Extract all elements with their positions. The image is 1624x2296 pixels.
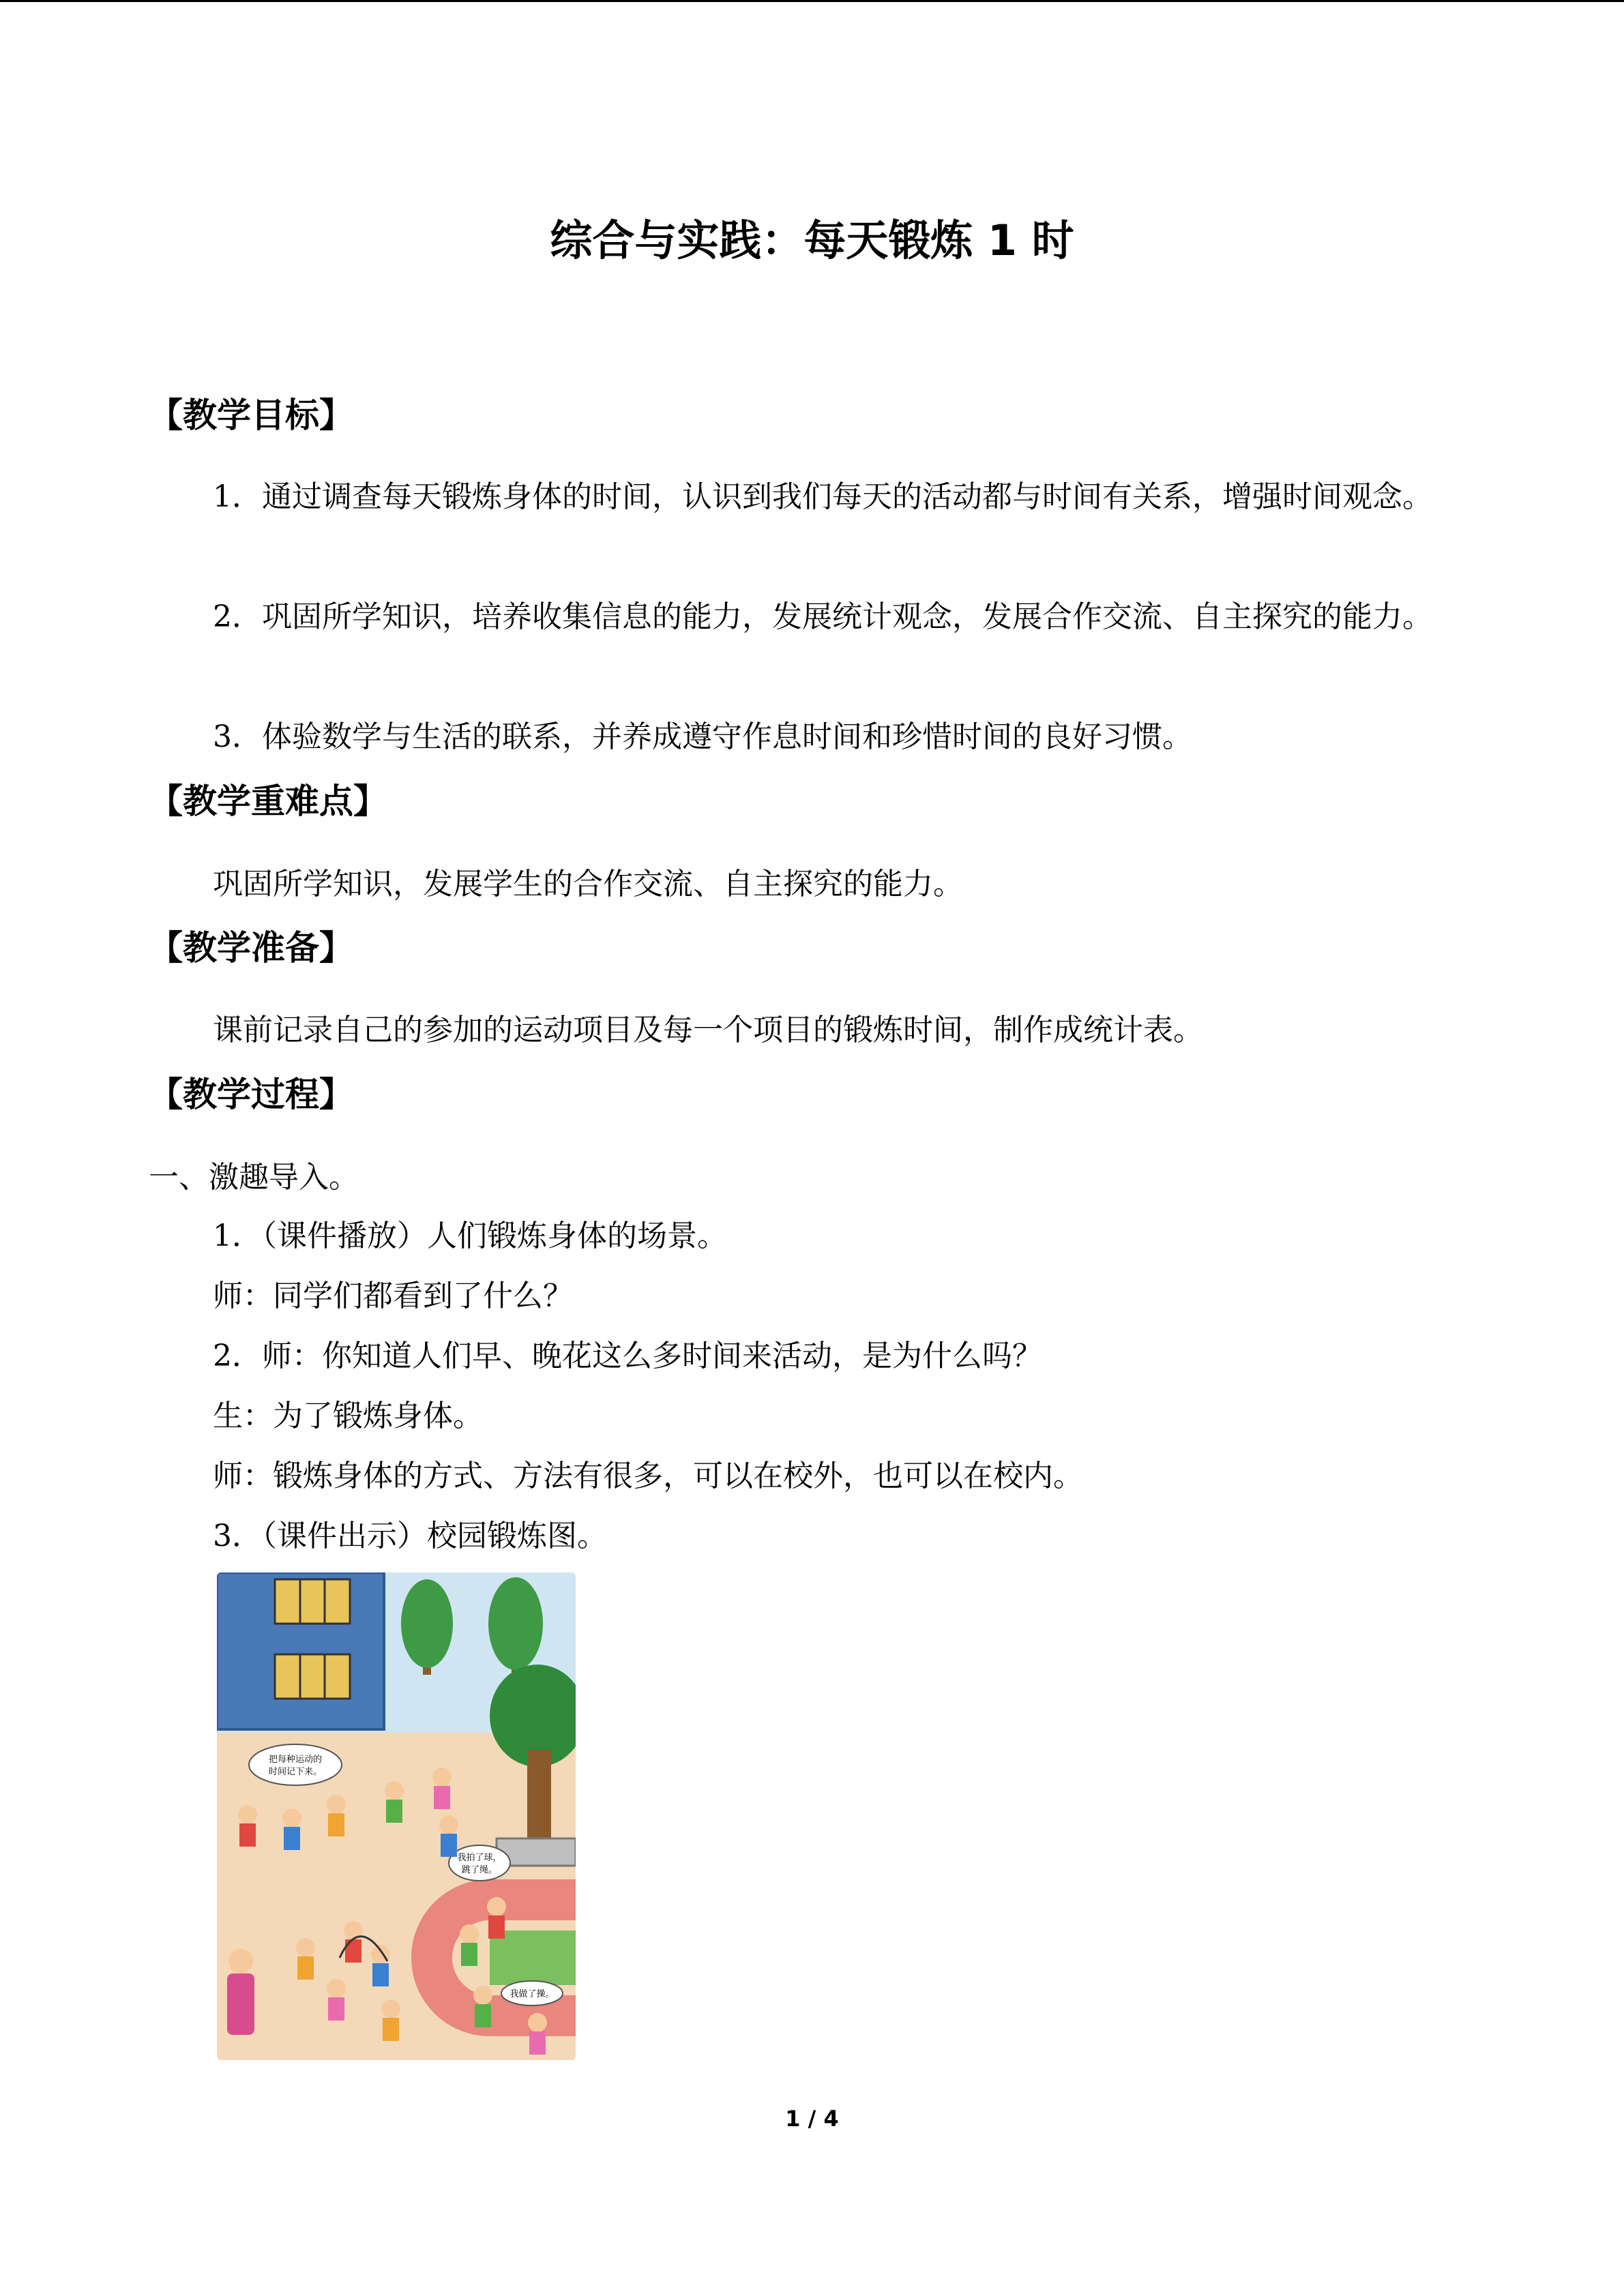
heading-process: 【教学过程】 (149, 1075, 353, 1114)
svg-text:我做了操。: 我做了操。 (510, 1989, 555, 1999)
page-title: 综合与实践：每天锻炼 1 时 (550, 215, 1074, 265)
svg-text:把每种运动的: 把每种运动的 (268, 1755, 323, 1765)
process-line-2: 师：同学们都看到了什么？ (213, 1279, 573, 1313)
objective-item-1: 1．通过调查每天锻炼身体的时间，认识到我们每天的活动都与时间有关系，增强时间观念。 (213, 479, 1432, 514)
process-line-4: 生：为了锻炼身体。 (213, 1399, 483, 1433)
objective-item-2: 2．巩固所学知识，培养收集信息的能力，发展统计观念，发展合作交流、自主探究的能力。 (213, 599, 1432, 634)
key-points-text: 巩固所学知识，发展学生的合作交流、自主探究的能力。 (213, 867, 963, 901)
process-part1-title: 一、激趣导入。 (149, 1160, 359, 1195)
page-number: 1 / 4 (785, 2106, 839, 2132)
svg-text:时间记下来。: 时间记下来。 (268, 1767, 323, 1777)
process-line-3: 2．师：你知道人们早、晚花这么多时间来活动，是为什么吗？ (213, 1339, 1042, 1373)
preparation-text: 课前记录自己的参加的运动项目及每一个项目的锻炼时间，制作成统计表。 (213, 1013, 1203, 1047)
process-line-1: 1．（课件播放）人们锻炼身体的场景。 (213, 1219, 727, 1253)
heading-preparation: 【教学准备】 (149, 928, 353, 968)
svg-text:跳了绳。: 跳了绳。 (461, 1865, 498, 1875)
campus-exercise-image (217, 1572, 576, 2060)
campus-exercise-illustration (217, 1572, 576, 2060)
process-line-5: 师：锻炼身体的方式、方法有很多，可以在校外，也可以在校内。 (213, 1459, 1083, 1493)
svg-text:我拍了球，: 我拍了球， (457, 1853, 502, 1863)
heading-key-points: 【教学重难点】 (149, 781, 387, 821)
objective-item-3: 3．体验数学与生活的联系，并养成遵守作息时间和珍惜时间的良好习惯。 (213, 719, 1192, 754)
heading-objectives: 【教学目标】 (149, 396, 353, 435)
process-line-6: 3．（课件出示）校园锻炼图。 (213, 1519, 607, 1553)
